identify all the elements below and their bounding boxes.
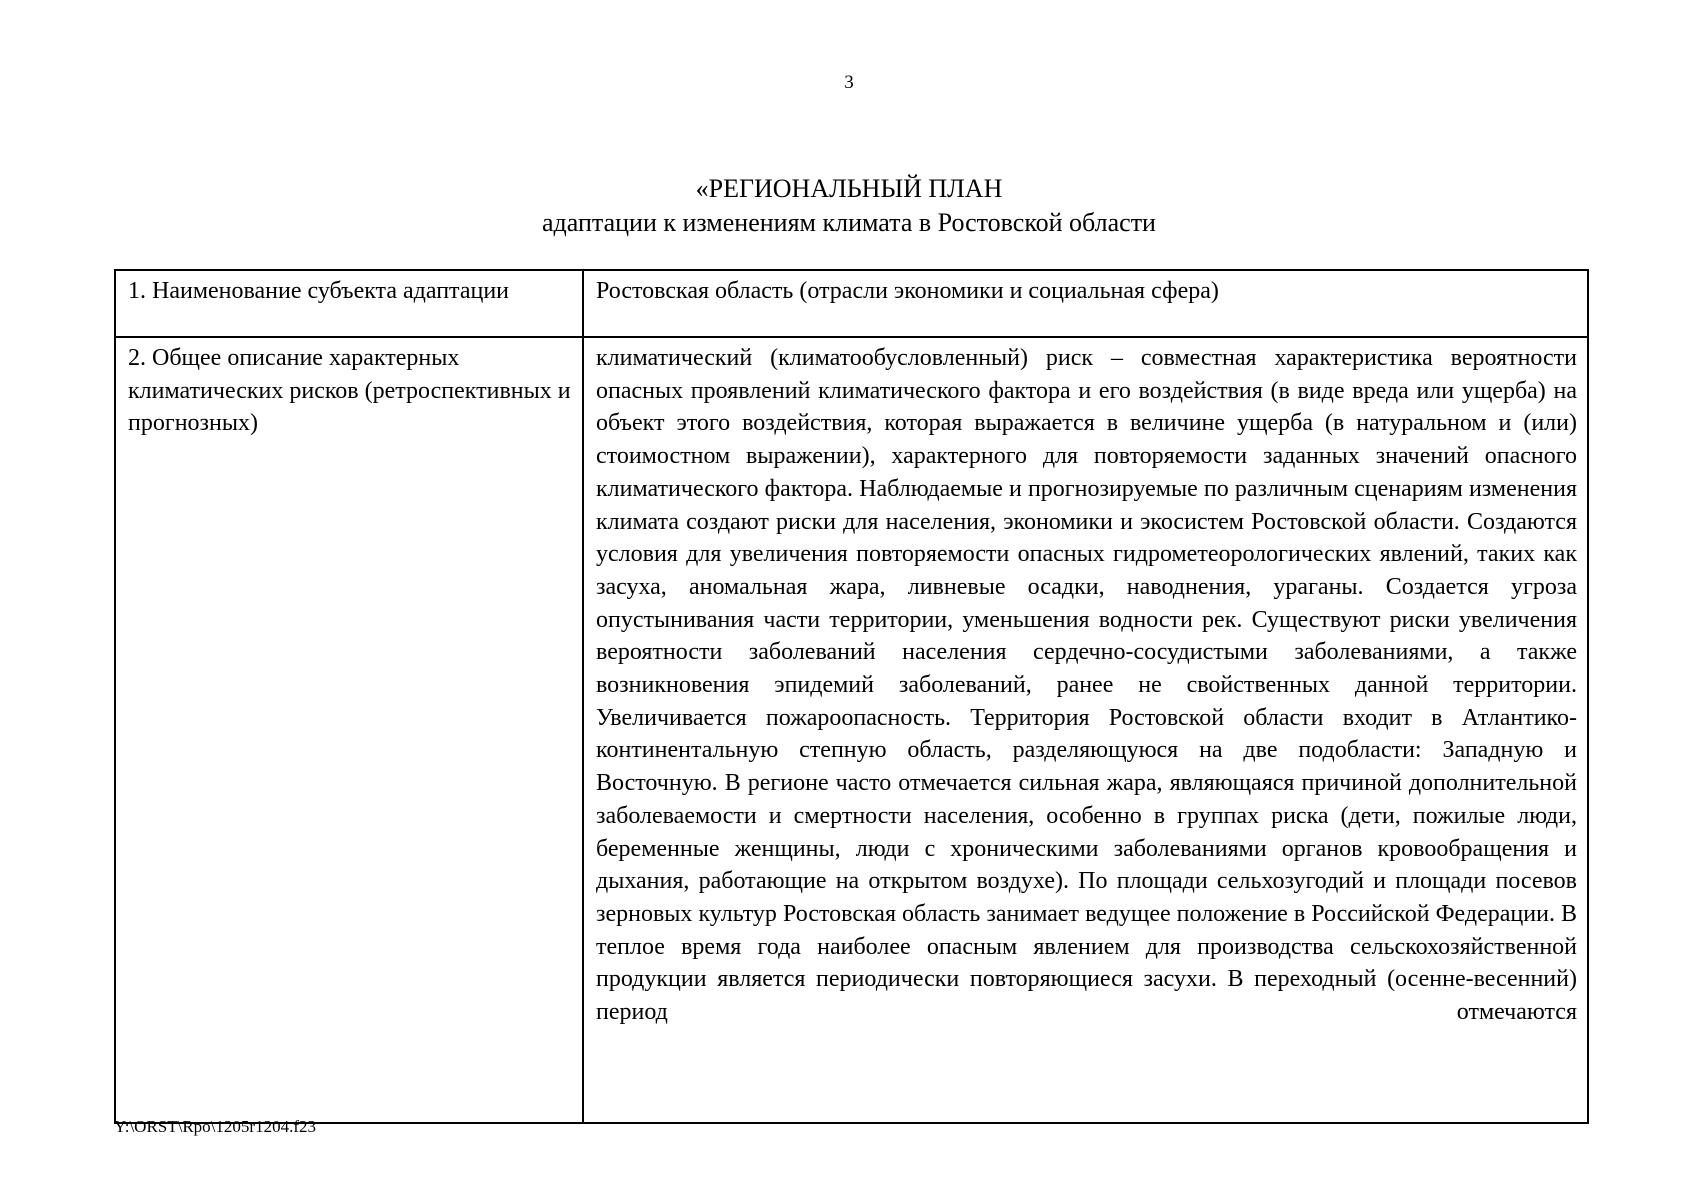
row-value: климатический (климатообусловленный) риск – совместная характеристика вероятности опасных проявлений климатического фактора и его воздействия (в виде вреда или ущерба) на объект этого воздействия, которая выражается в величине ущерба (в натуральном и (или) стоимостном выражении), характерного для повторяемости заданных значений опасного климатического фактора. Наблюдаемые и прогнозируемые по различным сценариям изменения климата создают риски для населения, экономики и экосистем Ростовской области. Создаются условия для увеличения повторяемости опасных гидрометеорологических явлений, таких как засуха, аномальная жара, ливневые осадки, наводнения, ураганы. Создается угроза опустынивания части территории, уменьшения водности рек. Существуют риски увеличения вероятности заболеваний населения сердечно-сосудистыми заболеваниями, а также возникновения эпидемий заболеваний, ранее не свойственных данной территории. Увеличивается пожароопасность. Территория Ростовской области входит в Атлантико-континентальную степную область, разделяющуюся на две подобласти: Западную и Восточную. В регионе часто отмечается сильная жара, являющаяся причиной дополнительной заболеваемости и смертности населения, особенно в группах риска (дети, пожилые люди, беременные женщины, люди с хроническими заболеваниями органов кровообращения и дыхания, работающие на открытом воздухе). По площади сельхозугодий и площади посевов зерновых культур Ростовская область занимает ведущее положение в Российской Федерации. В теплое время года наиболее опасным явлением для производства сельскохозяйственной продукции является периодически повторяющиеся засухи. В переходный (осенне-весенний) период отмечаются — [583, 337, 1588, 1123]
document-title — [0, 172, 1698, 240]
table-row — [115, 270, 1588, 337]
title-line-2: адаптации к изменениям климата в Ростовской области — [542, 208, 1156, 237]
page-number: 3 — [844, 72, 854, 93]
row-value: Ростовская область (отрасли экономики и социальная сфера) — [583, 270, 1588, 337]
row-label: 1. Наименование субъекта адаптации — [115, 270, 583, 337]
table-row — [115, 337, 1588, 1123]
file-path-footer: Y:\ORST\Rpo\1205r1204.f23 — [114, 1117, 316, 1136]
row-label: 2. Общее описание характерных климатических рисков (ретроспективных и прогнозных) — [115, 337, 583, 1123]
title-line-1: «РЕГИОНАЛЬНЫЙ ПЛАН — [695, 174, 1003, 203]
plan-table — [114, 269, 1589, 1124]
